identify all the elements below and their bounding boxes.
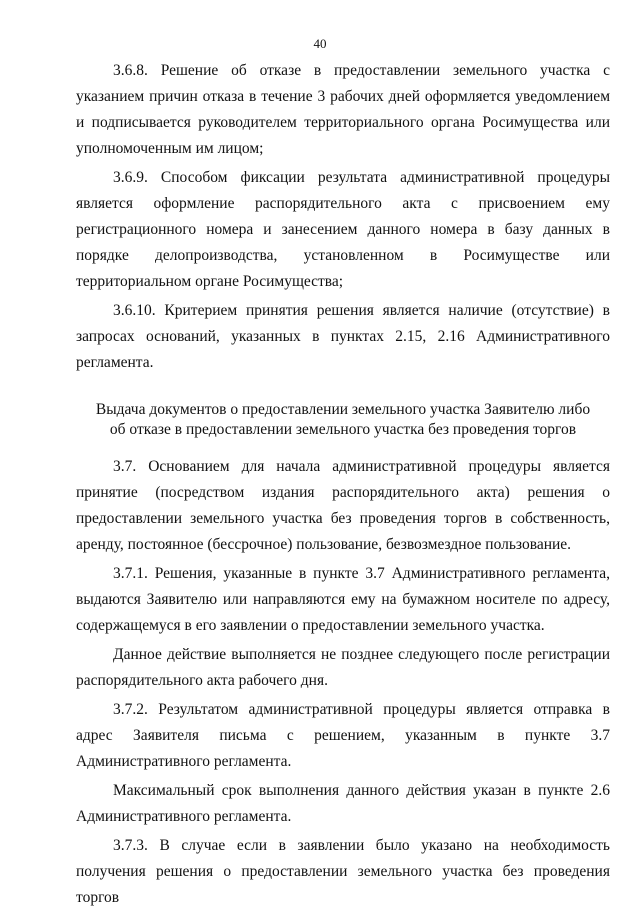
paragraph-action-deadline: Данное действие выполняется не позднее следующего после регистрации распорядительного акта рабочего дня. <box>76 646 610 689</box>
paragraph-3-7-2: 3.7.2. Результатом административной процедуры является отправка в адрес Заявителя письма с решением, указанным в пункте 3.7 Административного регламента. <box>76 701 610 770</box>
section-heading <box>76 400 610 440</box>
paragraph-3-6-10: 3.6.10. Критерием принятия решения является наличие (отсутствие) в запросах оснований, указанных в пунктах 2.15, 2.16 Административного регламента. <box>76 302 610 371</box>
paragraph-max-term: Максимальный срок выполнения данного действия указан в пункте 2.6 Административного регламента. <box>76 782 610 825</box>
section-heading-line-1: Выдача документов о предоставлении земельного участка Заявителю либо <box>95 401 591 418</box>
paragraph-3-7: 3.7. Основанием для начала административной процедуры является принятие (посредством издания распорядительного акта) решения о предоставлении земельного участка без проведения торгов в собственность, аренду, постоянное (бессрочное) пользование, безвозмездное пользование. <box>76 458 610 553</box>
paragraph-3-6-8: 3.6.8. Решение об отказе в предоставлении земельного участка с указанием причин отказа в течение 3 рабочих дней оформляется уведомлением и подписывается руководителем территориального органа Росимущества или уполномоченным им лицом; <box>76 62 610 157</box>
paragraph-3-6-9: 3.6.9. Способом фиксации результата административной процедуры является оформление распорядительного акта с присвоением ему регистрационного номера и занесением данного номера в базу данных в порядке делопроизводства, установленном в Росимуществе или территориальном органе Росимущества; <box>76 169 610 290</box>
paragraph-3-7-1: 3.7.1. Решения, указанные в пункте 3.7 Административного регламента, выдаются Заявителю или направляются ему на бумажном носителе по адресу, содержащемуся в его заявлении о предоставлении земельного участка. <box>76 565 610 634</box>
page-number: 40 <box>313 36 327 51</box>
paragraph-3-7-3: 3.7.3. В случае если в заявлении было указано на необходимость получения решения о предоставлении земельного участка без проведения торгов <box>76 837 610 906</box>
document-body <box>76 58 610 911</box>
section-heading-line-2: об отказе в предоставлении земельного участка без проведения торгов <box>109 421 577 438</box>
